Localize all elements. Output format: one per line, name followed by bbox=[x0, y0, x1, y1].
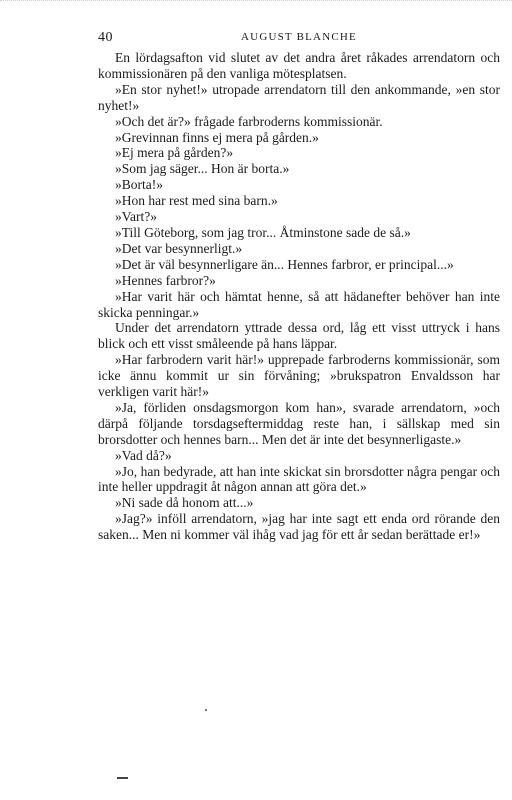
ink-speck bbox=[205, 709, 207, 711]
paragraph: Under det arrendatorn yttrade dessa ord, låg ett visst uttryck i hans blick och ett visst småleende på hans läppar. bbox=[98, 320, 500, 352]
paragraph: »Har farbrodern varit här!» upprepade farbroderns kommissionär, som icke ännu kommit ur sin förvåning; »brukspatron Envaldsson har verkligen varit här!» bbox=[98, 352, 500, 400]
paragraph: »Ni sade då honom att...» bbox=[115, 495, 254, 511]
paragraph: »Jo, han bedyrade, att han inte skickat sin brorsdotter några pengar och inte heller uppdragit åt någon annan att göra det.» bbox=[98, 463, 500, 495]
ink-mark bbox=[117, 777, 128, 779]
scan-edge bbox=[0, 0, 512, 3]
paragraph: »Vart?» bbox=[115, 209, 157, 225]
paragraph: »Jag?» inföll arrendatorn, »jag har inte sagt ett enda ord rörande den saken... Men ni kommer väl ihåg vad jag för ett år sedan berättade er!» bbox=[98, 511, 500, 543]
running-head: AUGUST BLANCHE bbox=[241, 31, 357, 43]
paragraph: »Vad då?» bbox=[115, 447, 172, 463]
paragraph: »Hon har rest med sina barn.» bbox=[115, 193, 278, 209]
paragraph: »Borta!» bbox=[115, 177, 163, 193]
paragraph: »Och det är?» frågade farbroderns kommissionär. bbox=[115, 113, 383, 129]
paragraph: »En stor nyhet!» utropade arrendatorn till den ankommande, »en stor nyhet!» bbox=[98, 81, 500, 113]
paragraph: »Hennes farbror?» bbox=[115, 272, 216, 288]
page-number: 40 bbox=[98, 30, 113, 45]
paragraph: »Det var besynnerligt.» bbox=[115, 240, 243, 256]
paragraph: »Har varit här och hämtat henne, så att hädanefter behöver han inte skicka penningar.» bbox=[98, 288, 500, 320]
paragraph: »Ja, förliden onsdagsmorgon kom han», svarade arrendatorn, »och därpå följande torsdagseftermiddag reste han, i sällskap med sin brorsdotter och hennes barn... Men det är inte det besynnerligaste.» bbox=[98, 399, 500, 447]
body-text bbox=[98, 50, 500, 543]
paragraph: »Till Göteborg, som jag tror... Åtminstone sade de så.» bbox=[115, 224, 411, 240]
paragraph: »Ej mera på gården?» bbox=[115, 145, 234, 161]
paragraph: »Grevinnan finns ej mera på gården.» bbox=[115, 129, 319, 145]
paragraph: En lördagsafton vid slutet av det andra året råkades arrendatorn och kommissionären på den vanliga mötesplatsen. bbox=[98, 50, 500, 81]
paragraph: »Det är väl besynnerligare än... Hennes farbror, er principal...» bbox=[115, 256, 454, 272]
paragraph: »Som jag säger... Hon är borta.» bbox=[115, 161, 290, 177]
page-header bbox=[98, 30, 500, 48]
